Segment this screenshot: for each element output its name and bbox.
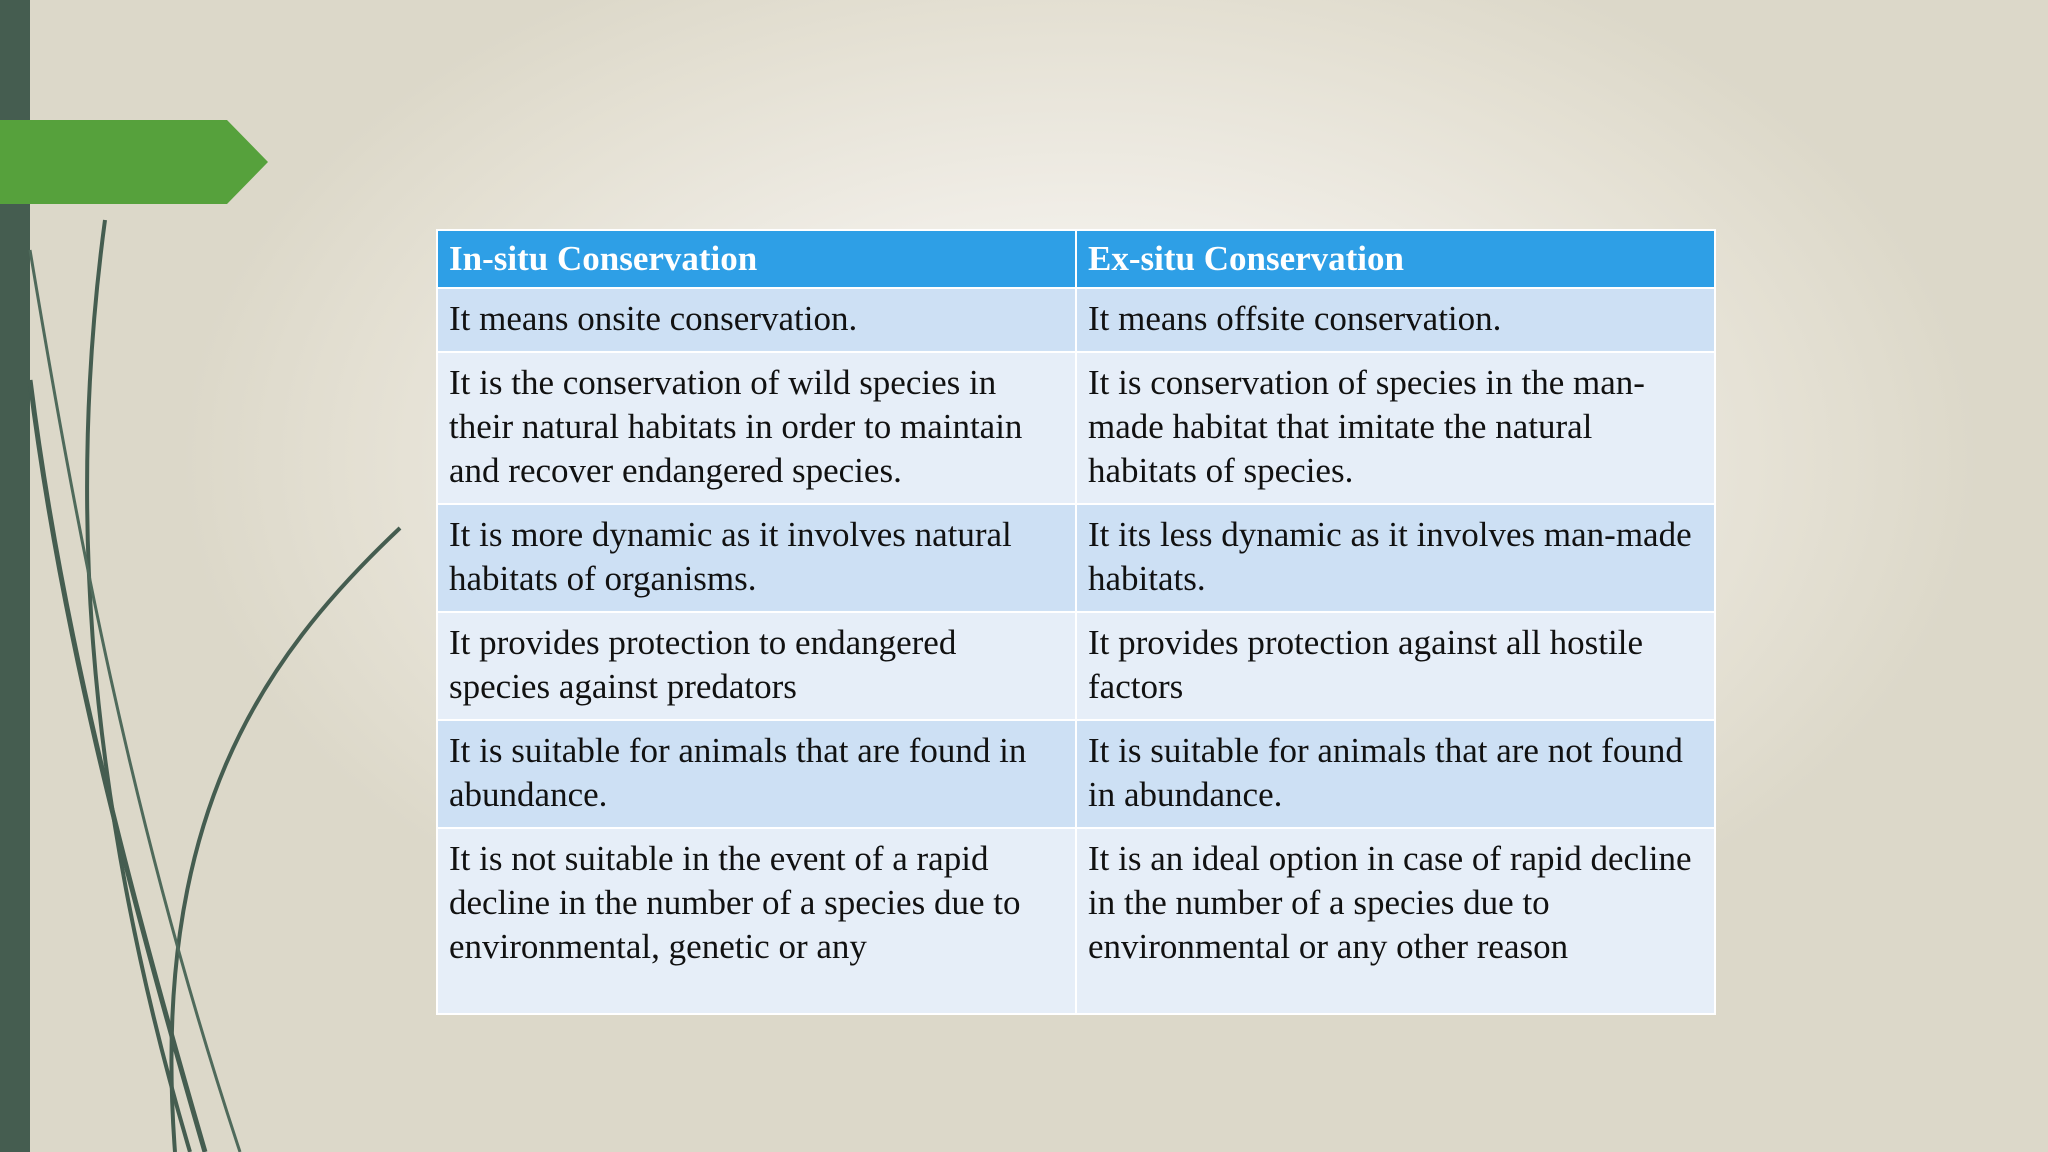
cell-in-situ: It is suitable for animals that are found in abundance. [437,720,1076,828]
cell-in-situ: It is the conservation of wild species in their natural habitats in order to maintain and recover endangered species. [437,352,1076,504]
table-row [437,612,1715,720]
table-row [437,720,1715,828]
cell-ex-situ: It its less dynamic as it involves man-made habitats. [1076,504,1715,612]
cell-in-situ: It is more dynamic as it involves natural habitats of organisms. [437,504,1076,612]
cell-in-situ: It provides protection to endangered species against predators [437,612,1076,720]
cell-ex-situ: It provides protection against all hostile factors [1076,612,1715,720]
cell-in-situ: It means onsite conservation. [437,288,1076,352]
cell-ex-situ: It means offsite conservation. [1076,288,1715,352]
table-row [437,828,1715,1014]
header-in-situ: In-situ Conservation [437,230,1076,288]
comparison-table [436,229,1714,1015]
table-row [437,504,1715,612]
cell-in-situ: It is not suitable in the event of a rapid decline in the number of a species due to environmental, genetic or any [437,828,1076,1014]
cell-ex-situ: It is an ideal option in case of rapid decline in the number of a species due to environmental or any other reason [1076,828,1715,1014]
cell-ex-situ: It is conservation of species in the man-made habitat that imitate the natural habitats of species. [1076,352,1715,504]
green-arrow-shape [0,0,280,220]
table-header-row [437,230,1715,288]
table-row [437,288,1715,352]
table-row [437,352,1715,504]
cell-ex-situ: It is suitable for animals that are not found in abundance. [1076,720,1715,828]
header-ex-situ: Ex-situ Conservation [1076,230,1715,288]
